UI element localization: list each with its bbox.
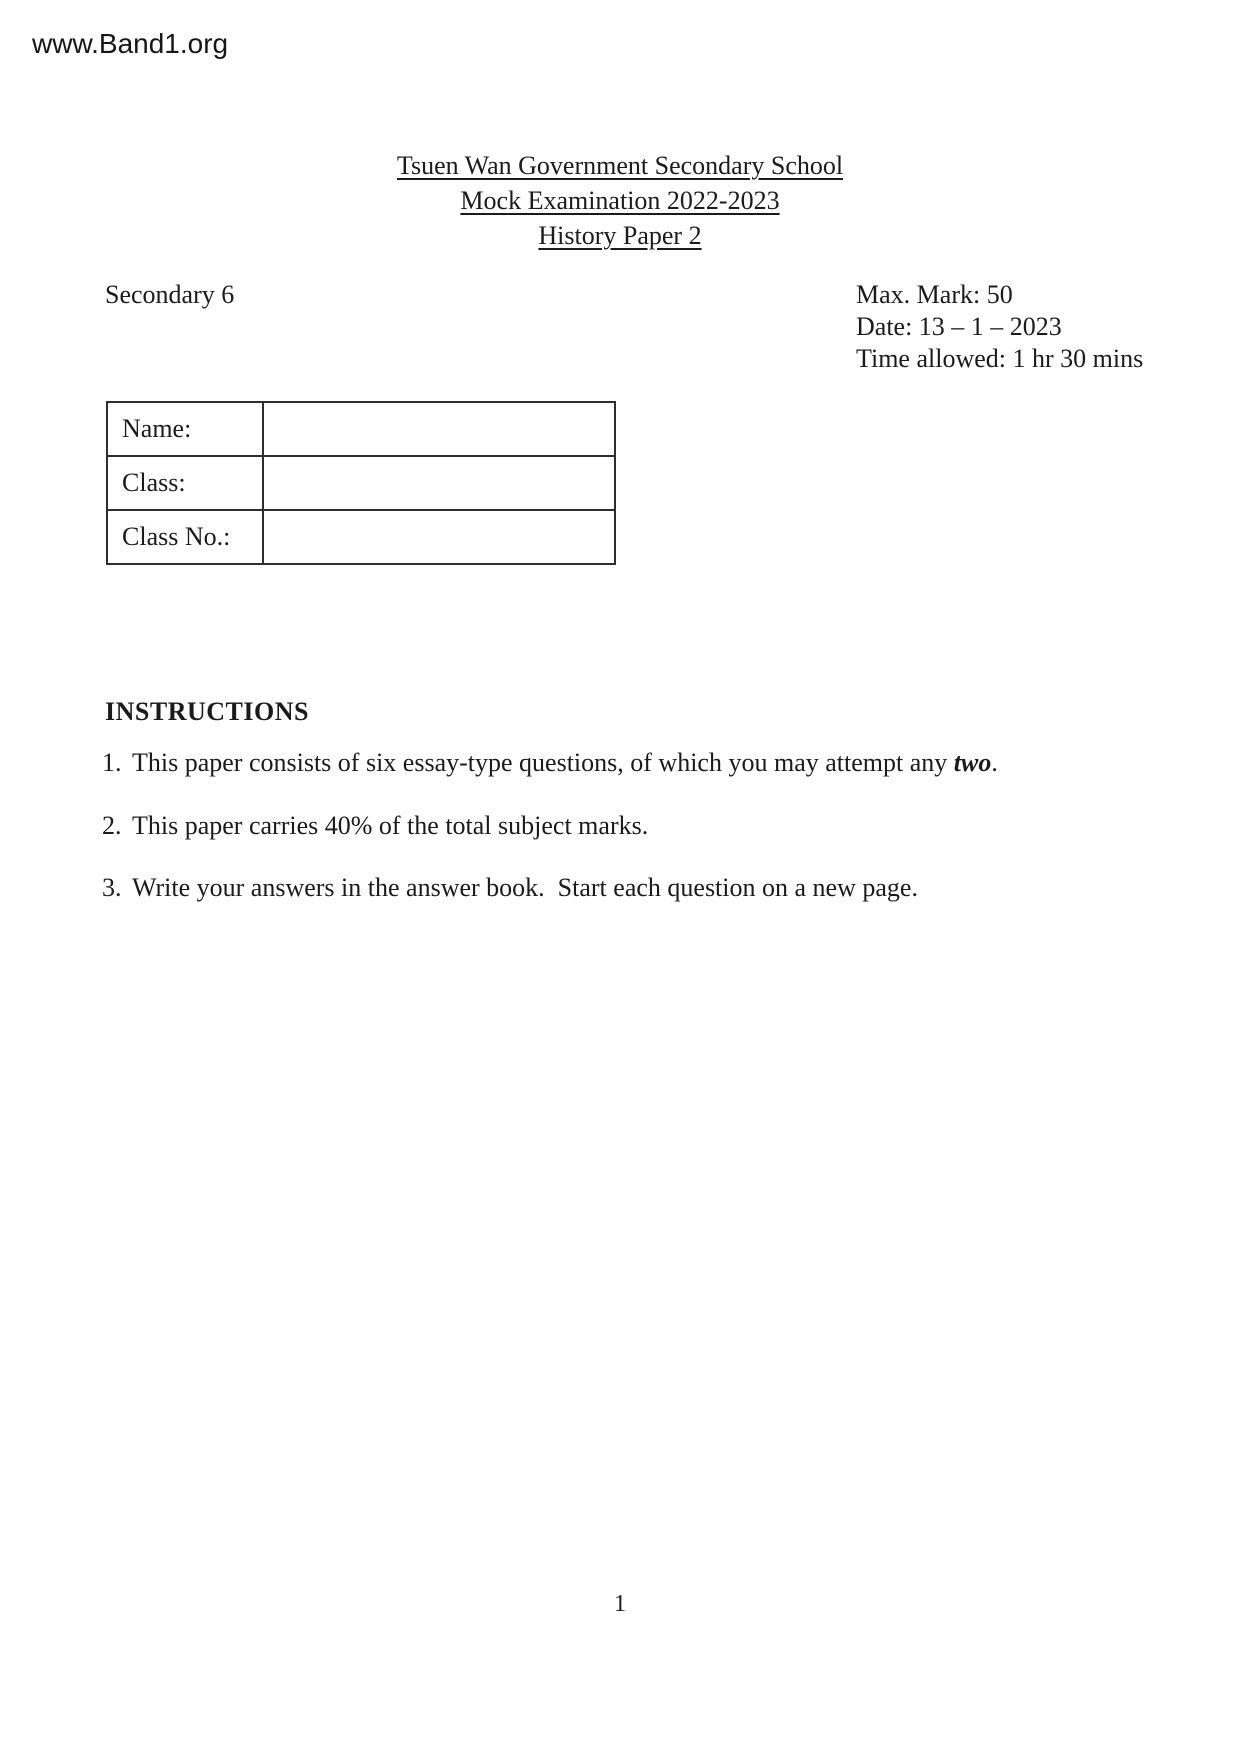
item-2-text [132,808,648,843]
instruction-item-3 [102,870,1162,905]
class-label: Class: [107,456,263,510]
instruction-item-1 [102,745,1162,780]
item-1-emphasis: two [953,748,992,777]
class-field [263,456,615,510]
table-row-class-no [107,510,615,564]
item-3-text [132,870,918,905]
instructions-heading: INSTRUCTIONS [105,697,309,726]
item-1-text [132,745,998,780]
name-field [263,402,615,456]
name-label: Name: [107,402,263,456]
time-allowed: Time allowed: 1 hr 30 mins [856,344,1144,373]
exam-date: Date: 13 – 1 – 2023 [856,312,1062,341]
school-name: Tsuen Wan Government Secondary School [396,151,844,180]
exam-meta-block [856,279,1143,375]
class-level: Secondary 6 [105,280,235,309]
watermark: www.Band1.org [32,28,229,59]
page-number: 1 [614,1591,626,1617]
item-2-number: 2. [102,811,122,840]
table-row-name [107,402,615,456]
max-mark: Max. Mark: 50 [856,280,1013,309]
class-no-field [263,510,615,564]
item-1-text-before: This paper consists of six essay-type questions, of which you may attempt any [132,748,954,777]
item-3-text-before: Write your answers in the answer book. Start each question on a new page. [132,873,918,902]
paper-name: History Paper 2 [538,221,702,250]
instruction-item-2 [102,808,1162,843]
item-3-number: 3. [102,873,122,902]
class-no-label: Class No.: [107,510,263,564]
item-2-text-before: This paper carries 40% of the total subject marks. [132,811,649,840]
table-row-class [107,456,615,510]
student-info-table [106,401,616,565]
exam-title-block [0,148,1240,253]
exam-name: Mock Examination 2022-2023 [460,186,780,215]
item-1-number: 1. [102,748,122,777]
item-1-text-after: . [991,748,998,777]
